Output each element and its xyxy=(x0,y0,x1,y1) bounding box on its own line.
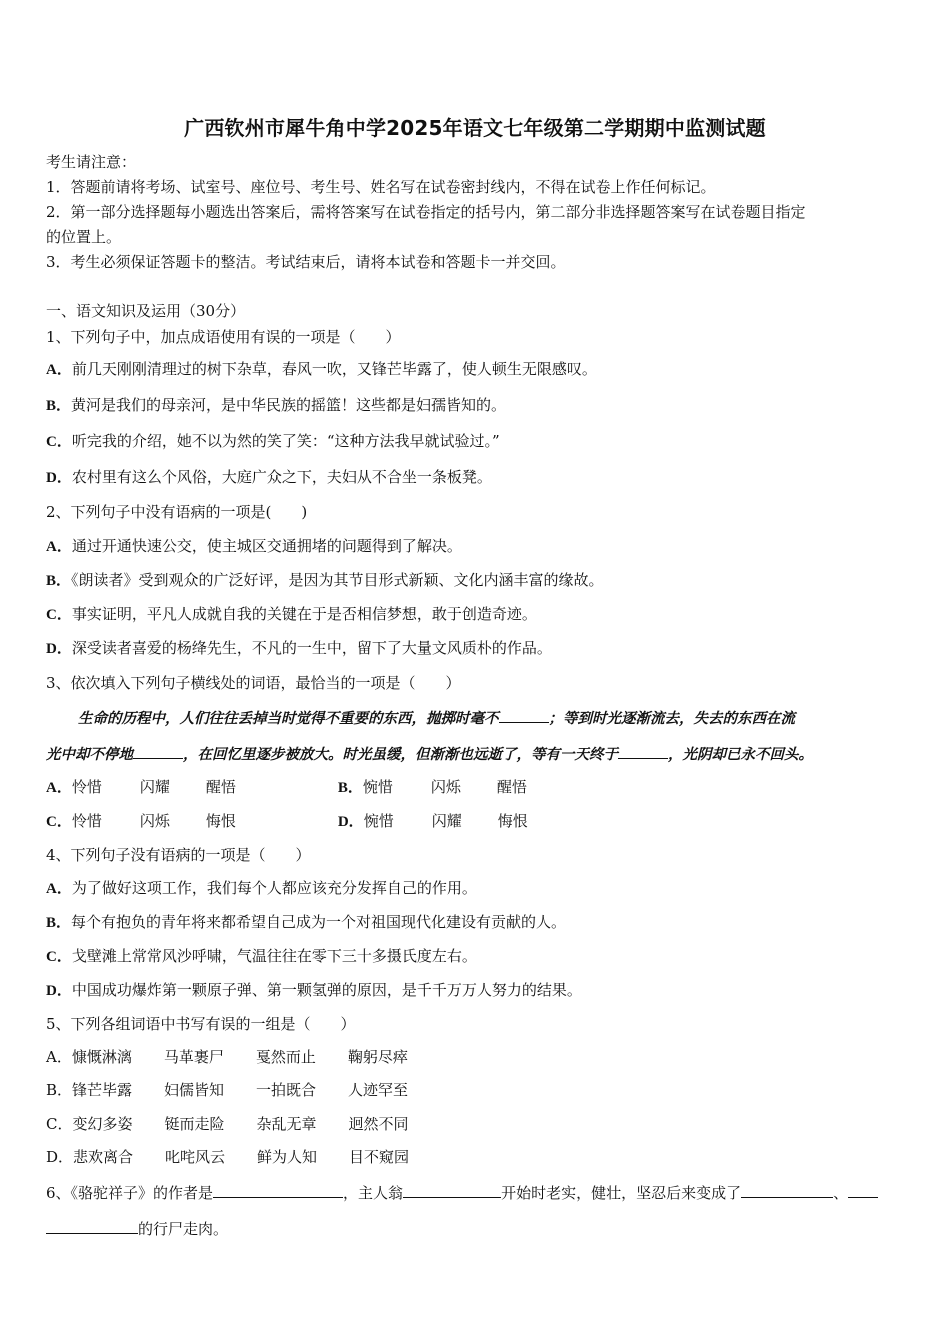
option-word: 锋芒毕露 xyxy=(72,1081,133,1099)
option-row xyxy=(46,878,906,899)
passage-text: ，在回忆里逐步被放大。时光虽缓，但渐渐也远逝了，等有一天终于 xyxy=(183,746,618,763)
notice-item: 1．答题前请将考场、试室号、座位号、考生号、姓名写在试卷密封线内，不得在试卷上作任何标记。 xyxy=(46,178,716,196)
option-letter: D． xyxy=(337,814,364,830)
option-word: 变幻多姿 xyxy=(72,1115,133,1133)
question-text: 、 xyxy=(833,1184,849,1202)
passage-line xyxy=(46,742,926,765)
option-text: 戈壁滩上常常风沙呼啸，气温往往在零下三十多摄氏度左右。 xyxy=(71,947,477,965)
option-row xyxy=(46,912,906,933)
passage-text: 生命的历程中，人们往往丢掉当时觉得不重要的东西，抛掷时毫不 xyxy=(78,710,499,727)
option-row xyxy=(46,1047,906,1067)
option-word: 闪耀 xyxy=(431,812,462,830)
notice-heading: 考生请注意： xyxy=(46,153,137,171)
fill-blank[interactable] xyxy=(499,706,549,723)
option-letter: D． xyxy=(46,1148,74,1166)
passage-text: ，光阴却已永不回头。 xyxy=(668,746,813,763)
option-letter: C． xyxy=(46,814,72,830)
option-word: 醒悟 xyxy=(496,778,527,796)
option-word: 闪烁 xyxy=(139,812,170,830)
question-text: ，主人翁 xyxy=(343,1184,404,1202)
option-letter: D． xyxy=(46,470,72,486)
option-letter: C． xyxy=(46,949,72,965)
option-word: 杂乱无章 xyxy=(256,1115,317,1133)
option-row xyxy=(46,359,906,380)
option-word: 怜惜 xyxy=(71,812,102,830)
option-word: 叱咤风云 xyxy=(165,1148,226,1166)
option-text: 每个有抱负的青年将来都希望自己成为一个对祖国现代化建设有贡献的人。 xyxy=(71,913,567,931)
option-letter: B． xyxy=(46,915,72,931)
option-text: 中国成功爆炸第一颗原子弹、第一颗氢弹的原因，是千千万万人努力的结果。 xyxy=(71,981,582,999)
section-heading: 一、语文知识及运用（30分） xyxy=(46,302,246,320)
notice-item: 的位置上。 xyxy=(46,228,122,246)
fill-blank[interactable] xyxy=(741,1181,833,1198)
option-word: 戛然而止 xyxy=(255,1048,316,1066)
passage-line xyxy=(78,706,938,729)
option-row xyxy=(46,467,906,488)
option-row xyxy=(46,638,906,659)
question-stem: 3、依次填入下列句子横线处的词语，最恰当的一项是（ ） xyxy=(46,674,461,692)
option-word: 妇儒皆知 xyxy=(164,1081,225,1099)
option-row xyxy=(46,777,906,798)
option-letter: A． xyxy=(46,362,72,378)
option-letter: B． xyxy=(46,573,72,589)
option-word: 醒悟 xyxy=(205,778,236,796)
option-word: 悔恨 xyxy=(497,812,528,830)
question-stem: 4、下列句子没有语病的一项是（ ） xyxy=(46,846,311,864)
passage-text: ；等到时光逐渐流去，失去的东西在流 xyxy=(548,710,795,727)
option-row xyxy=(46,1114,906,1134)
notice-item: 3．考生必须保证答题卡的整洁。考试结束后，请将本试卷和答题卡一并交回。 xyxy=(46,253,566,271)
option-letter: C． xyxy=(46,1115,73,1133)
fill-blank[interactable] xyxy=(403,1181,501,1198)
option-text: 前几天刚刚清理过的树下杂草，春风一吹，又锋芒毕露了，使人顿生无限感叹。 xyxy=(71,360,597,378)
option-letter: D． xyxy=(46,641,72,657)
fill-blank[interactable] xyxy=(46,1217,138,1234)
option-row xyxy=(46,1147,906,1167)
option-word: 悔恨 xyxy=(205,812,236,830)
option-row xyxy=(46,395,906,416)
option-word: 闪烁 xyxy=(430,778,461,796)
option-word: 怜惜 xyxy=(71,778,102,796)
option-word: 迥然不同 xyxy=(348,1115,409,1133)
question-stem: 1、下列句子中，加点成语使用有误的一项是（ ） xyxy=(46,328,401,346)
question-line xyxy=(46,1181,906,1203)
question-line xyxy=(46,1217,906,1239)
passage-text: 光中却不停地 xyxy=(46,746,133,763)
option-letter: C． xyxy=(46,607,72,623)
question-text: 开始时老实，健壮，坚忍后来变成了 xyxy=(501,1184,742,1202)
notice-item: 2．第一部分选择题每小题选出答案后，需将答案写在试卷指定的括号内，第二部分非选择题答案写在试卷题目指定 xyxy=(46,203,806,221)
option-word: 慷慨淋漓 xyxy=(71,1048,132,1066)
question-stem: 5、下列各组词语中书写有误的一组是（ ） xyxy=(46,1015,356,1033)
option-text: 通过开通快速公交，使主城区交通拥堵的问题得到了解决。 xyxy=(71,537,462,555)
option-letter: B． xyxy=(337,780,363,796)
option-word: 目不窥园 xyxy=(349,1148,410,1166)
option-row xyxy=(46,946,906,967)
question-text: 6、《骆驼祥子》的作者是 xyxy=(46,1184,214,1202)
option-letter: C． xyxy=(46,434,72,450)
option-row xyxy=(46,536,906,557)
option-row xyxy=(46,570,906,591)
fill-blank[interactable] xyxy=(213,1181,343,1198)
option-text: 听完我的介绍，她不以为然的笑了笑：“这种方法我早就试验过。” xyxy=(71,432,500,450)
option-word: 一拍既合 xyxy=(256,1081,317,1099)
option-letter: A． xyxy=(46,539,72,555)
option-word: 铤而走险 xyxy=(164,1115,225,1133)
option-text: 为了做好这项工作，我们每个人都应该充分发挥自己的作用。 xyxy=(71,879,477,897)
option-text: 农村里有这么个风俗，大庭广众之下，夫妇从不合坐一条板凳。 xyxy=(71,468,492,486)
option-row xyxy=(46,980,906,1001)
fill-blank[interactable] xyxy=(848,1181,878,1198)
fill-blank[interactable] xyxy=(133,742,183,759)
option-row xyxy=(46,811,906,832)
question-text: 的行尸走肉。 xyxy=(138,1220,229,1238)
option-word: 闪耀 xyxy=(139,778,170,796)
option-row xyxy=(46,604,906,625)
option-letter: A． xyxy=(46,780,72,796)
option-letter: A． xyxy=(46,1048,72,1066)
option-word: 鞠躬尽瘁 xyxy=(347,1048,408,1066)
option-text: 黄河是我们的母亲河，是中华民族的摇篮！这些都是妇孺皆知的。 xyxy=(71,396,507,414)
option-letter: B． xyxy=(46,1081,73,1099)
option-word: 人迹罕至 xyxy=(348,1081,409,1099)
option-text: 《朗读者》受到观众的广泛好评，是因为其节目形式新颖、文化内涵丰富的缘故。 xyxy=(71,571,604,589)
option-row xyxy=(46,1080,906,1100)
option-letter: A． xyxy=(46,881,72,897)
option-text: 深受读者喜爱的杨绛先生，不凡的一生中，留下了大量文风质朴的作品。 xyxy=(71,639,552,657)
page-title: 广西钦州市犀牛角中学2025年语文七年级第二学期期中监测试题 xyxy=(184,116,766,140)
option-letter: B． xyxy=(46,398,72,414)
option-word: 马革裹尸 xyxy=(163,1048,224,1066)
option-letter: D． xyxy=(46,983,72,999)
option-word: 悲欢离合 xyxy=(73,1148,134,1166)
option-row xyxy=(46,431,906,452)
option-text: 事实证明，平凡人成就自我的关键在于是否相信梦想，敢于创造奇迹。 xyxy=(71,605,537,623)
option-word: 惋惜 xyxy=(362,778,393,796)
question-stem: 2、下列句子中没有语病的一项是( ) xyxy=(46,503,308,521)
option-word: 惋惜 xyxy=(363,812,394,830)
option-word: 鲜为人知 xyxy=(257,1148,318,1166)
fill-blank[interactable] xyxy=(618,742,668,759)
